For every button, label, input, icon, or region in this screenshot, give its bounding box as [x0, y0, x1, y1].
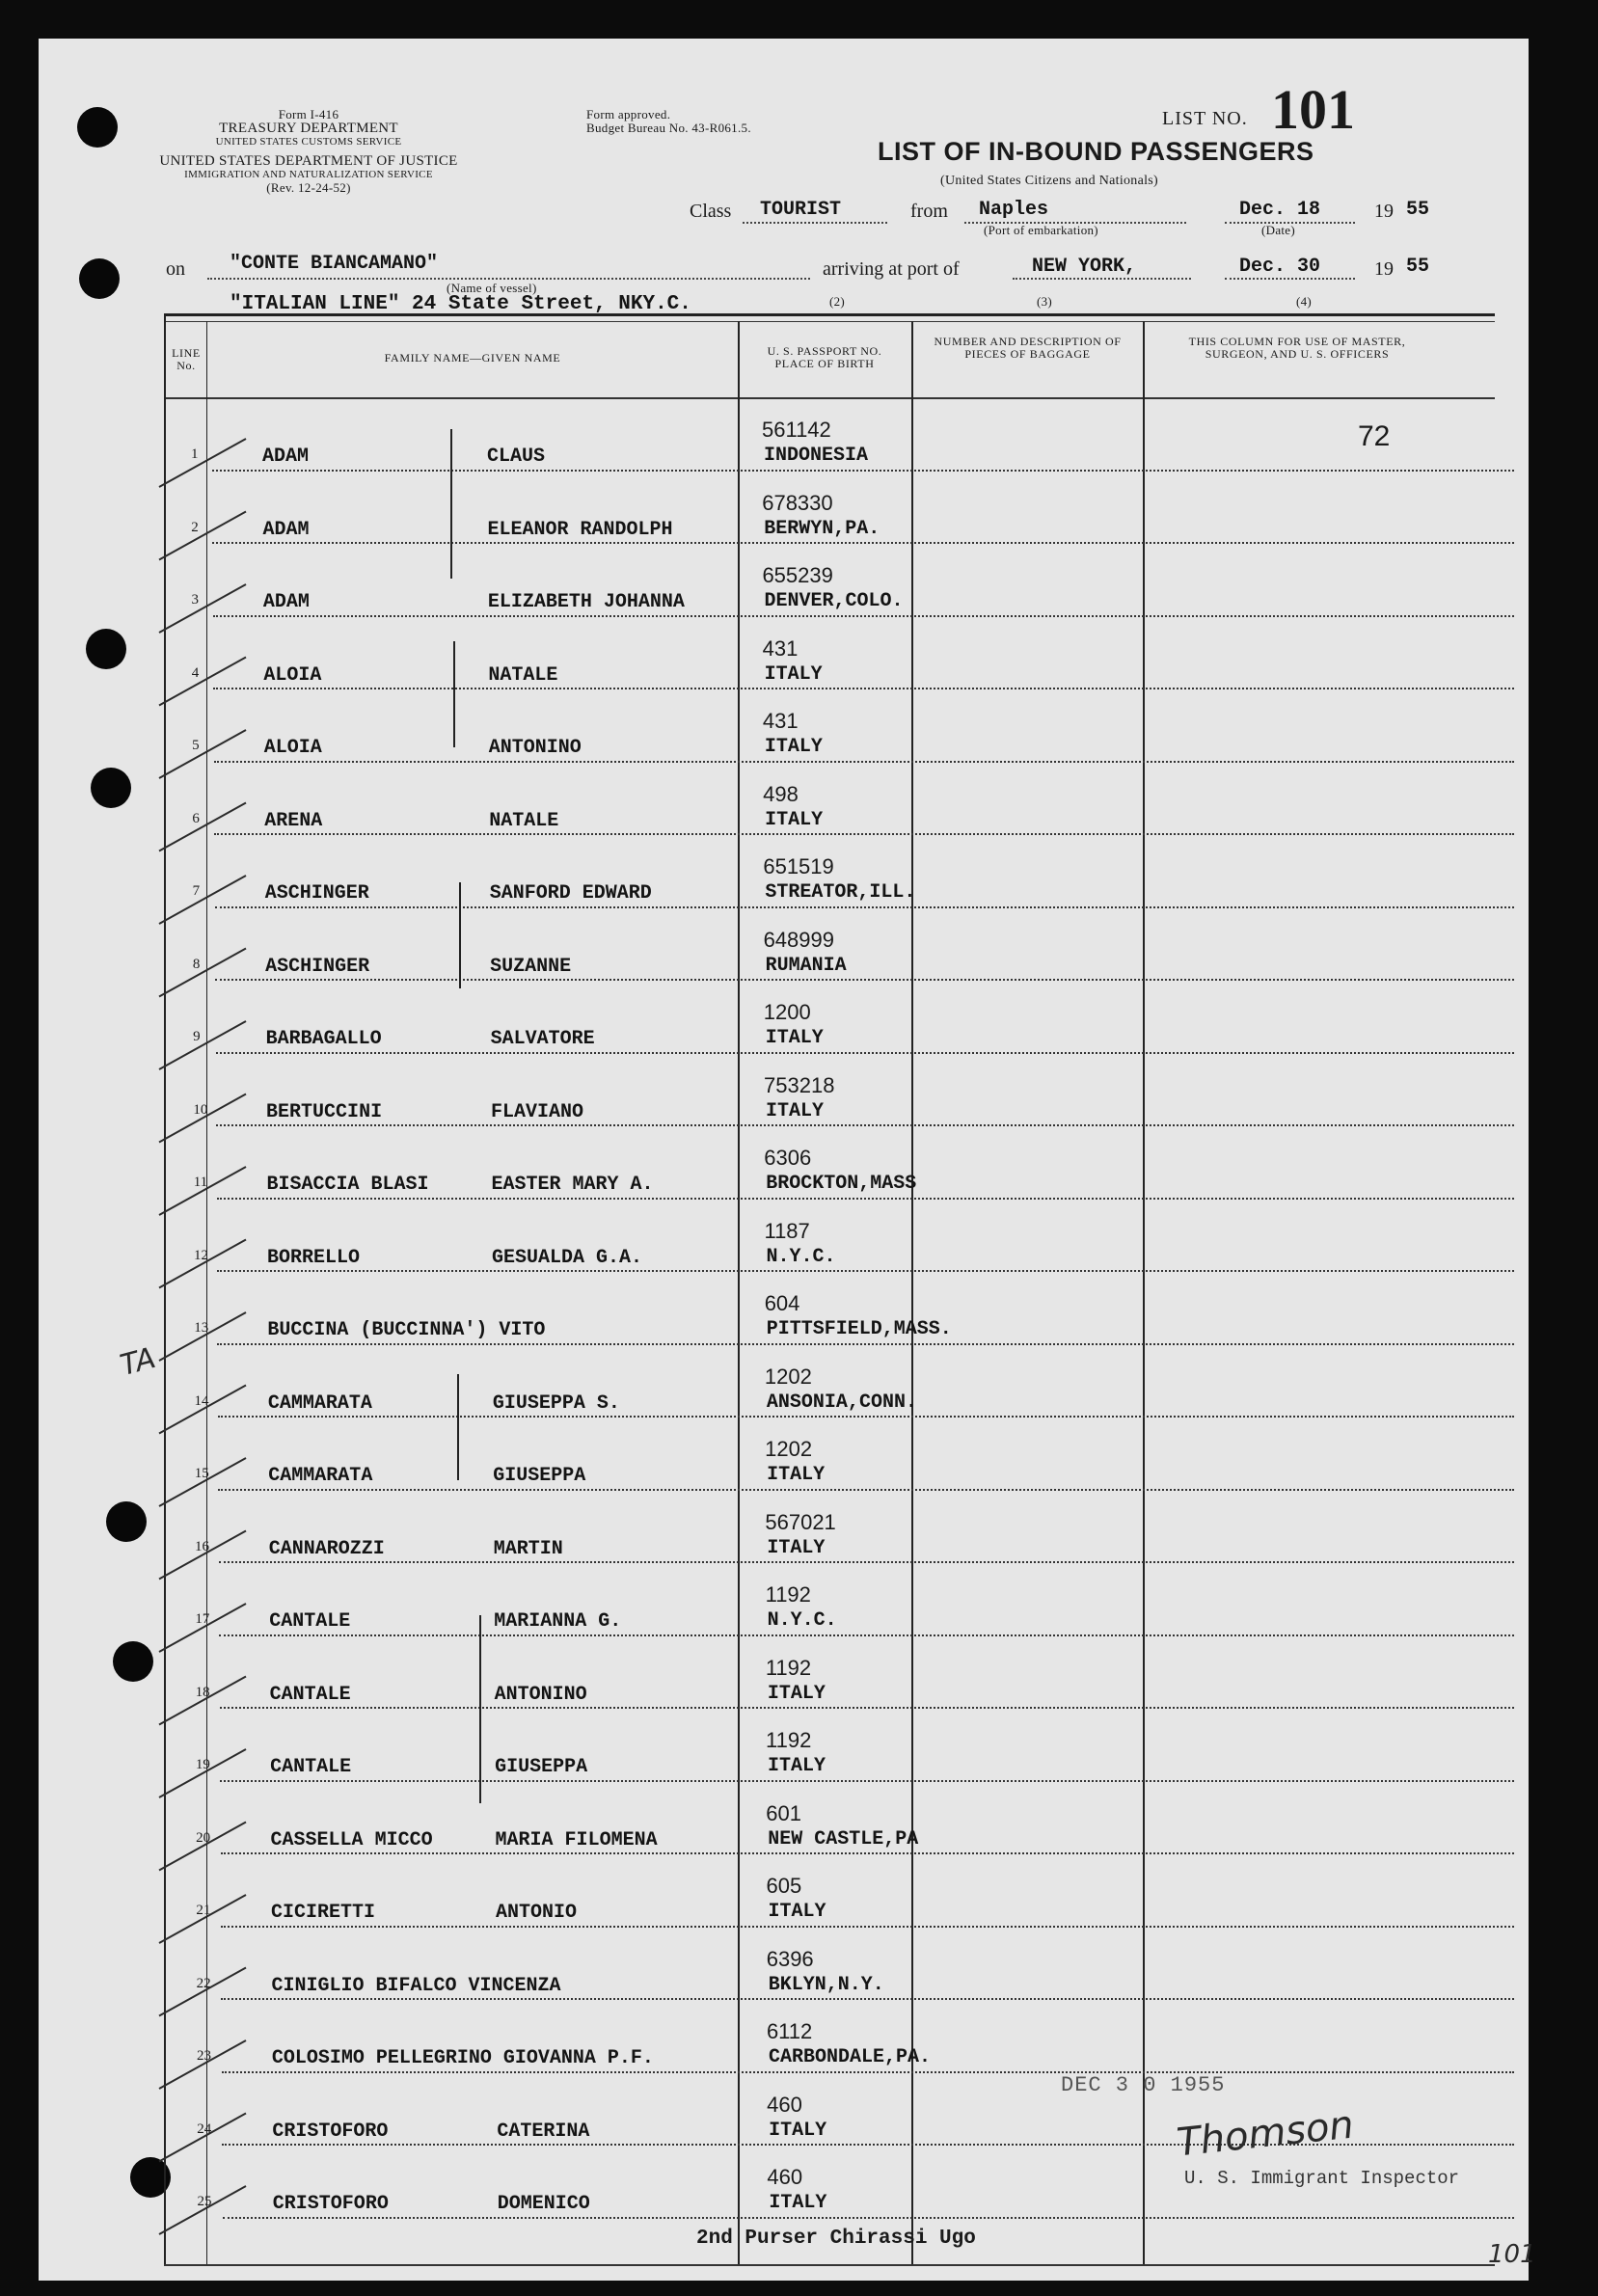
passport-number: 1202: [765, 1437, 813, 1461]
budget-bureau: Budget Bureau No. 43-R061.5.: [586, 121, 751, 135]
justice-dept: UNITED STATES DEPARTMENT OF JUSTICE: [159, 153, 458, 169]
place-of-birth: N.Y.C.: [766, 1245, 836, 1268]
given-name: NATALE: [489, 809, 559, 832]
line-number: 23: [196, 2048, 211, 2064]
family-name: ARENA: [264, 809, 323, 832]
passport-number: 605: [766, 1874, 802, 1898]
passport-number: 655239: [762, 563, 833, 587]
purser-name: 2nd Purser Chirassi Ugo: [696, 2228, 976, 2250]
passport-number: 1192: [765, 1655, 812, 1680]
line-number: 20: [196, 1829, 211, 1846]
tick-mark: [159, 584, 246, 633]
family-name: ALOIA: [263, 737, 322, 759]
given-name: VITO: [499, 1319, 546, 1341]
place-of-birth: ITALY: [765, 808, 824, 831]
passport-number: 498: [763, 781, 799, 806]
check-marks: [39, 39, 1529, 2281]
header-officers: THIS COLUMN FOR USE OF MASTER, SURGEON, AND U. S. OFFICERS: [1188, 335, 1406, 361]
tick-mark: [159, 1458, 246, 1506]
passport-number: 431: [762, 635, 799, 661]
place-of-birth: ITALY: [767, 1464, 826, 1486]
family-name: ADAM: [262, 591, 310, 613]
line-number: 9: [193, 1029, 201, 1044]
passport-number: 431: [762, 709, 799, 733]
given-name: VINCENZA: [468, 1974, 561, 1997]
tick-mark: [159, 1895, 246, 1943]
place-of-birth: DENVER,COLO.: [764, 590, 904, 612]
tick-mark: [159, 949, 246, 997]
departure-date: Dec. 18: [1239, 199, 1321, 221]
port-of-embarkation: Naples: [979, 199, 1049, 221]
officer-note: 72: [1358, 420, 1391, 452]
given-name: SANFORD EDWARD: [489, 882, 652, 905]
arrival-port: NEW YORK,: [1032, 256, 1137, 278]
given-name: EASTER MARY A.: [491, 1174, 654, 1196]
given-name: CATERINA: [497, 2120, 590, 2143]
place-of-birth: ITALY: [768, 1901, 826, 1923]
passport-number: 1200: [763, 1000, 811, 1024]
tick-mark: [159, 730, 246, 778]
tick-mark: [159, 1386, 246, 1434]
tick-mark: [159, 1823, 246, 1871]
passport-number: 6112: [766, 2019, 813, 2043]
passport-number: 460: [767, 2165, 803, 2189]
passport-number: 460: [767, 2092, 802, 2117]
line-number: 10: [193, 1101, 208, 1118]
passport-number: 651519: [763, 854, 834, 878]
given-name: ELEANOR RANDOLPH: [487, 518, 673, 541]
given-name: GIUSEPPA: [493, 1465, 586, 1487]
given-name: GIUSEPPA S.: [492, 1391, 620, 1415]
line-number: 16: [195, 1538, 210, 1554]
tick-mark: [159, 1167, 246, 1215]
col-ref-4: (4): [1296, 294, 1313, 309]
place-of-birth: ITALY: [767, 1536, 826, 1559]
tick-mark: [159, 1968, 246, 2016]
tick-mark: [159, 1749, 246, 1797]
given-name: GIOVANNA P.F.: [502, 2047, 654, 2069]
line-number: 21: [196, 1903, 211, 1918]
line-number: 19: [195, 1757, 210, 1772]
line-number: 18: [195, 1684, 210, 1700]
tick-mark: [159, 2040, 246, 2089]
header-baggage: NUMBER AND DESCRIPTION OF PIECES OF BAGGAGE: [934, 335, 1122, 361]
given-name: MARIA FILOMENA: [495, 1828, 658, 1851]
given-name: MARTIN: [493, 1537, 563, 1560]
given-name: ANTONINO: [494, 1683, 587, 1706]
customs-service: UNITED STATES CUSTOMS SERVICE: [215, 136, 402, 148]
given-name: GESUALDA G.A.: [491, 1246, 642, 1269]
passport-number: 604: [764, 1291, 800, 1315]
col-ref-3: (3): [1037, 294, 1053, 309]
tick-mark: [159, 658, 246, 706]
line-number: 17: [195, 1611, 210, 1627]
arriving-label: arriving at port of: [823, 258, 960, 280]
line-number: 2: [191, 519, 199, 535]
family-name: CANTALE: [270, 1756, 352, 1778]
family-name: CAMMARATA: [267, 1391, 372, 1415]
place-of-birth: PITTSFIELD,MASS.: [766, 1318, 952, 1340]
place-of-birth: BERWYN,PA.: [764, 517, 880, 540]
family-name: CICIRETTI: [271, 1902, 376, 1924]
class-label: Class: [690, 201, 732, 222]
page-title: LIST OF IN-BOUND PASSENGERS: [878, 137, 1314, 166]
passport-number: 601: [766, 1800, 801, 1825]
given-name: ANTONINO: [488, 737, 582, 759]
given-name: SALVATORE: [490, 1028, 595, 1050]
tick-mark: [159, 1094, 246, 1143]
place-of-birth: N.Y.C.: [767, 1609, 837, 1632]
place-of-birth: RUMANIA: [765, 954, 847, 977]
family-name: BARBAGALLO: [265, 1028, 382, 1050]
line-number: 13: [194, 1320, 209, 1336]
given-name: SUZANNE: [490, 955, 572, 978]
form-number: Form I-416: [278, 107, 339, 122]
line-number: 8: [192, 956, 201, 972]
tick-mark: [159, 876, 246, 924]
line-number: 4: [191, 664, 200, 681]
family-name: BORRELLO: [266, 1246, 360, 1269]
family-name: CANNAROZZI: [268, 1537, 385, 1560]
place-of-birth: ITALY: [766, 1099, 825, 1122]
passport-number: 678330: [762, 490, 833, 515]
line-number: 1: [191, 446, 199, 462]
given-name: MARIANNA G.: [494, 1610, 622, 1633]
page-subtitle: (United States Citizens and Nationals): [940, 174, 1159, 188]
family-name: CINIGLIO BIFALCO: [271, 1974, 457, 1997]
given-name: FLAVIANO: [491, 1100, 584, 1123]
approved-text: Form approved.: [586, 107, 671, 122]
passport-number: 1187: [764, 1218, 810, 1243]
margin-note: TA: [117, 1340, 160, 1384]
departure-year-prefix: 19: [1374, 201, 1394, 222]
place-of-birth: ITALY: [764, 662, 823, 686]
vessel-name: "CONTE BIANCAMANO": [230, 253, 439, 275]
treasury-dept: TREASURY DEPARTMENT: [219, 121, 398, 136]
revision: (Rev. 12-24-52): [266, 180, 351, 195]
passport-number: 753218: [764, 1072, 835, 1097]
passport-number: 1202: [764, 1364, 812, 1389]
passport-number: 6306: [764, 1146, 812, 1170]
place-of-birth: ITALY: [768, 1755, 826, 1777]
given-name: CLAUS: [487, 446, 546, 468]
departure-year: 55: [1406, 199, 1430, 221]
line-number: 6: [192, 810, 200, 826]
passport-number: 561142: [762, 418, 831, 442]
family-name: ASCHINGER: [265, 955, 370, 978]
given-name: ANTONIO: [496, 1902, 578, 1924]
tick-mark: [159, 1021, 246, 1069]
manifest-page: [39, 39, 1536, 2281]
embarkation-caption: (Port of embarkation): [984, 223, 1098, 237]
place-of-birth: CARBONDALE,PA.: [768, 2046, 931, 2068]
header-name: FAMILY NAME—GIVEN NAME: [384, 351, 561, 365]
given-name: GIUSEPPA: [495, 1756, 588, 1778]
passport-number: 1192: [766, 1728, 812, 1752]
line-number: 3: [191, 592, 200, 608]
family-name: CRISTOFORO: [272, 2193, 389, 2215]
family-name: ADAM: [262, 518, 310, 541]
passport-number: 648999: [763, 927, 834, 952]
line-number: 5: [192, 738, 200, 753]
vessel-caption: (Name of vessel): [447, 281, 537, 295]
line-number: 22: [196, 1975, 211, 1991]
place-of-birth: NEW CASTLE,PA: [768, 1827, 919, 1850]
date-stamp: DEC 3 0 1955: [1061, 2073, 1226, 2097]
family-name: BERTUCCINI: [266, 1100, 383, 1123]
tick-mark: [159, 2114, 246, 2162]
arrival-year: 55: [1406, 256, 1430, 278]
tick-mark: [159, 439, 246, 487]
col-ref-2: (2): [829, 294, 846, 309]
family-name: ASCHINGER: [264, 882, 369, 905]
tick-mark: [159, 803, 246, 851]
tick-mark: [159, 1531, 246, 1580]
family-name: CANTALE: [269, 1610, 351, 1633]
place-of-birth: BROCKTON,MASS: [766, 1173, 917, 1195]
passport-number: 567021: [765, 1509, 836, 1534]
inspector-caption: U. S. Immigrant Inspector: [1184, 2168, 1460, 2189]
page-note: 101: [1488, 2240, 1536, 2269]
line-number: 14: [194, 1392, 209, 1409]
tick-mark: [159, 1240, 246, 1288]
line-number: 7: [192, 883, 201, 899]
tick-mark: [159, 1604, 246, 1652]
given-name: NATALE: [488, 663, 558, 687]
place-of-birth: ITALY: [769, 2192, 827, 2214]
passport-number: 6396: [766, 1946, 814, 1971]
family-name: CRISTOFORO: [272, 2120, 389, 2143]
header-line-no: LINE No.: [172, 346, 201, 372]
family-name: CANTALE: [269, 1683, 351, 1706]
given-name: DOMENICO: [497, 2193, 590, 2215]
on-label: on: [166, 258, 185, 280]
ins-service: IMMIGRATION AND NATURALIZATION SERVICE: [184, 169, 433, 180]
place-of-birth: STREATOR,ILL.: [765, 881, 916, 904]
place-of-birth: ITALY: [769, 2119, 827, 2142]
family-name: ALOIA: [263, 663, 322, 687]
arrival-year-prefix: 19: [1374, 258, 1394, 280]
family-name: BUCCINA (BUCCINNA'): [267, 1319, 488, 1341]
place-of-birth: ANSONIA,CONN.: [766, 1391, 917, 1414]
line-number: 12: [193, 1247, 208, 1263]
list-label: LIST NO.: [1162, 108, 1248, 129]
arrival-date: Dec. 30: [1239, 256, 1321, 278]
tick-mark: [159, 2186, 246, 2234]
place-of-birth: ITALY: [764, 736, 823, 758]
tick-mark: [159, 1677, 246, 1725]
class-value: TOURIST: [760, 199, 842, 221]
list-number: 101: [1271, 78, 1355, 141]
family-name: ADAM: [262, 446, 310, 468]
passport-number: 1192: [765, 1582, 811, 1607]
line-number: 25: [197, 2194, 212, 2209]
line-number: 24: [197, 2120, 212, 2137]
date-caption: (Date): [1261, 223, 1295, 237]
inspector-signature: Thomson: [1175, 2102, 1356, 2166]
line-number: 15: [194, 1466, 209, 1481]
place-of-birth: BKLYN,N.Y.: [768, 1973, 884, 1996]
place-of-birth: ITALY: [767, 1682, 826, 1705]
place-of-birth: ITALY: [765, 1027, 824, 1049]
place-of-birth: INDONESIA: [764, 445, 869, 467]
family-name: CASSELLA MICCO: [270, 1828, 433, 1851]
family-name: CAMMARATA: [268, 1465, 373, 1487]
line-number: 11: [193, 1175, 208, 1190]
given-name: ELIZABETH JOHANNA: [487, 591, 685, 613]
family-name: COLOSIMO PELLEGRINO: [271, 2047, 492, 2069]
tick-mark: [159, 1312, 246, 1361]
family-name: BISACCIA BLASI: [266, 1174, 429, 1196]
header-passport: U. S. PASSPORT NO. PLACE OF BIRTH: [767, 344, 882, 370]
tick-mark: [159, 512, 246, 560]
shipping-line: "ITALIAN LINE" 24 State Street, NKY.C.: [230, 293, 691, 315]
from-label: from: [910, 201, 948, 222]
